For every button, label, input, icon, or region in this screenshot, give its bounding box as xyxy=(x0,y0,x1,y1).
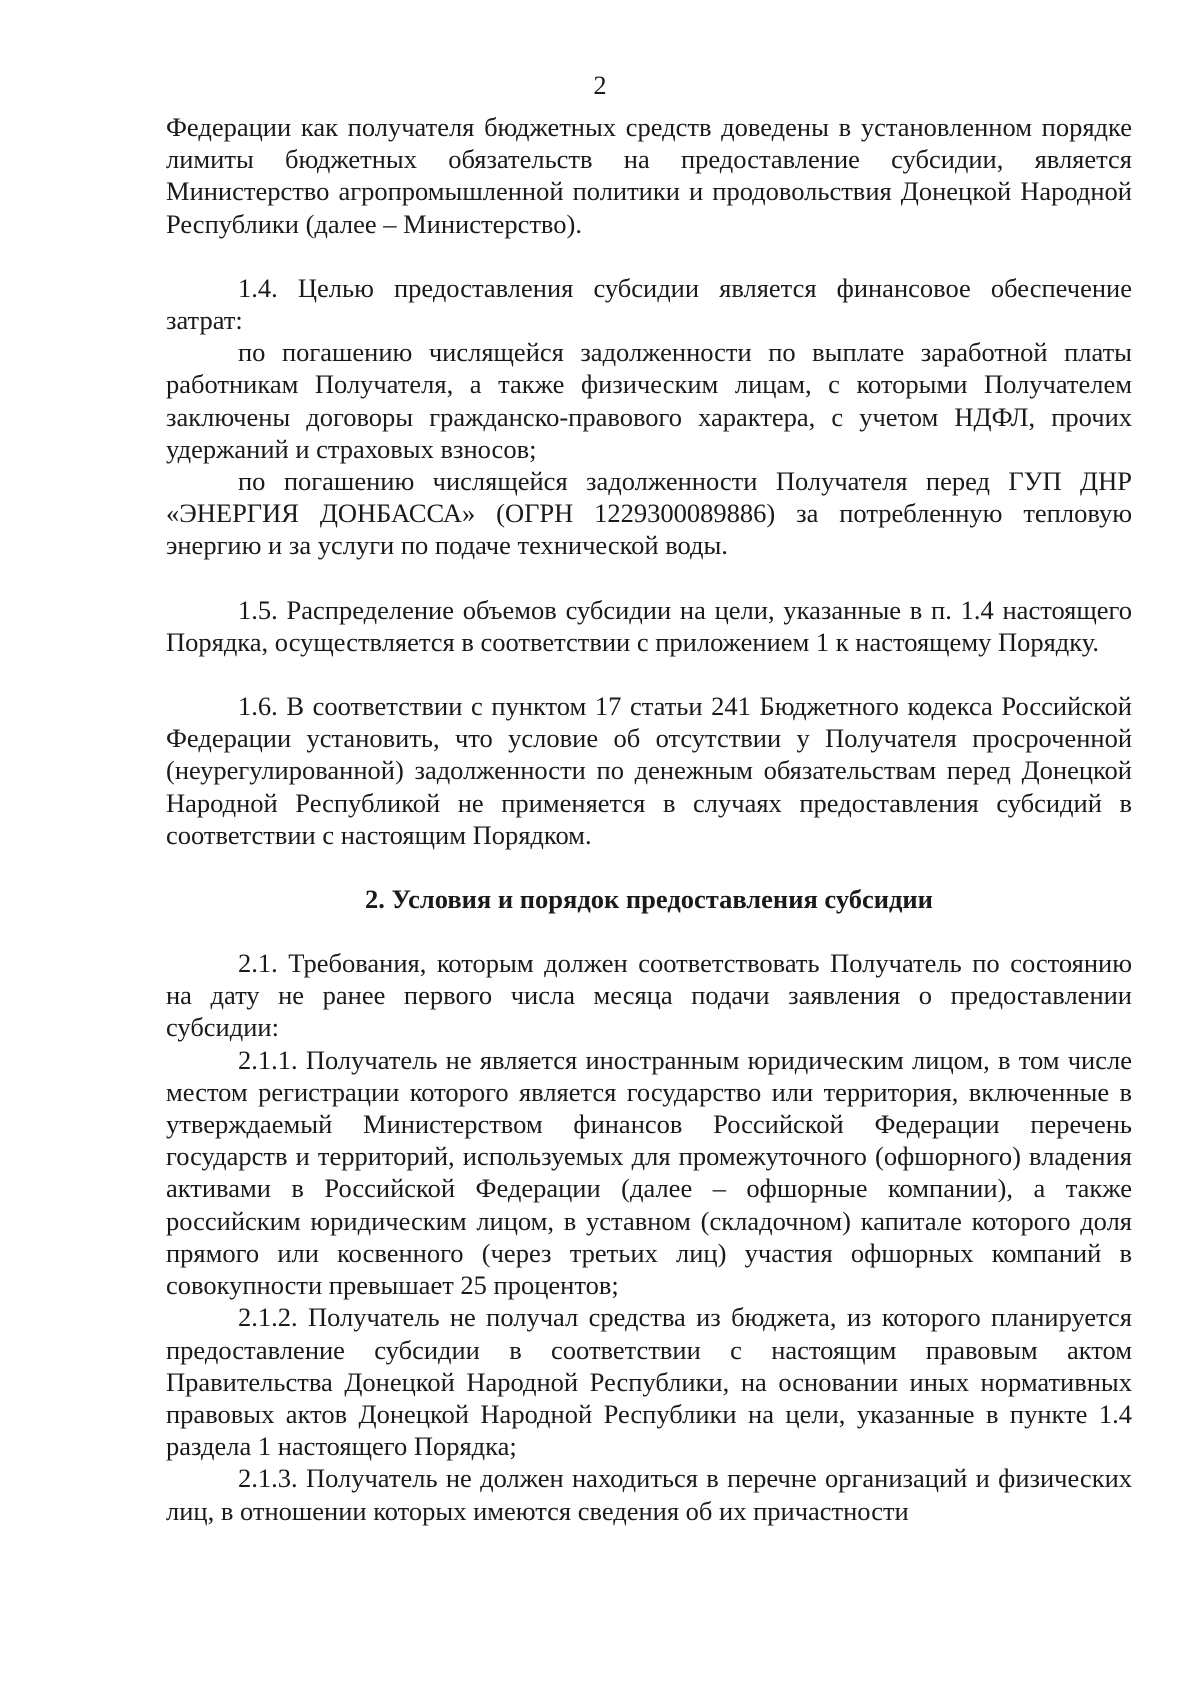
paragraph-1-4: 1.4. Целью предоставления субсидии является финансовое обеспечение затрат: xyxy=(166,272,1132,336)
paragraph-1-4-item-energy: по погашению числящейся задолженности Получателя перед ГУП ДНР «ЭНЕРГИЯ ДОНБАССА» (ОГРН 1229300089886) за потребленную тепловую энергию и за услуги по подаче технической воды. xyxy=(166,466,1132,561)
paragraph-gap xyxy=(166,240,1132,272)
paragraph-1-4-item-wages: по погашению числящейся задолженности по выплате заработной платы работникам Получателя, а также физическим лицам, с которыми Получателем заключены договоры гражданско-правового характера, с учетом НДФЛ, прочих удержаний и страховых взносов; xyxy=(166,337,1132,464)
paragraph-2-1-3: 2.1.3. Получатель не должен находиться в перечне организаций и физических лиц, в отношении которых имеются сведения об их причастности xyxy=(166,1463,1132,1526)
section-heading-2: 2. Условия и порядок предоставления субсидии xyxy=(365,884,933,915)
paragraph-gap xyxy=(166,562,1132,594)
paragraph-gap xyxy=(166,915,1132,947)
paragraph-1-5: 1.5. Распределение объемов субсидии на цели, указанные в п. 1.4 настоящего Порядка, осуществляется в соответствии с приложением 1 к настоящему Порядку. xyxy=(166,594,1132,657)
paragraph-2-1-1: 2.1.1. Получатель не является иностранным юридическим лицом, в том числе местом регистрации которого является государство или территория, включенные в утверждаемый Министерством финансов Российской Федерации перечень государств и территорий, используемых для промежуточного (офшорного) владения активами в Российской Федерации (далее – офшорные компании), а также российским юридическим лицом, в уставном (складочном) капитале которого доля прямого или косвенного (через третьих лиц) участия офшорных компаний в совокупности превышает 25 процентов; xyxy=(166,1044,1132,1301)
paragraph-2-1: 2.1. Требования, которым должен соответствовать Получатель по состоянию на дату не ранее первого числа месяца подачи заявления о предоставлении субсидии: xyxy=(166,948,1132,1043)
document-body xyxy=(166,111,1132,1527)
paragraph-1-6: 1.6. В соответствии с пунктом 17 статьи 241 Бюджетного кодекса Российской Федерации установить, что условие об отсутствии у Получателя просроченной (неурегулированной) задолженности по денежным обязательствам перед Донецкой Народной Республикой не применяется в случаях предоставления субсидий в соответствии с настоящим Порядком. xyxy=(166,691,1132,850)
paragraph-2-1-2: 2.1.2. Получатель не получал средства из бюджета, из которого планируется предоставление субсидии в соответствии с настоящим правовым актом Правительства Донецкой Народной Республики, на основании иных нормативных правовых актов Донецкой Народной Республики на цели, указанные в пункте 1.4 раздела 1 настоящего Порядка; xyxy=(166,1302,1132,1462)
page-number: 2 xyxy=(593,71,607,100)
paragraph-continuation: Федерации как получателя бюджетных средств доведены в установленном порядке лимиты бюджетных обязательств на предоставление субсидии, является Министерство агропромышленной политики и продовольствия Донецкой Народной Республики (далее – Министерство). xyxy=(166,112,1132,239)
paragraph-gap xyxy=(166,851,1132,883)
paragraph-gap xyxy=(166,658,1132,690)
